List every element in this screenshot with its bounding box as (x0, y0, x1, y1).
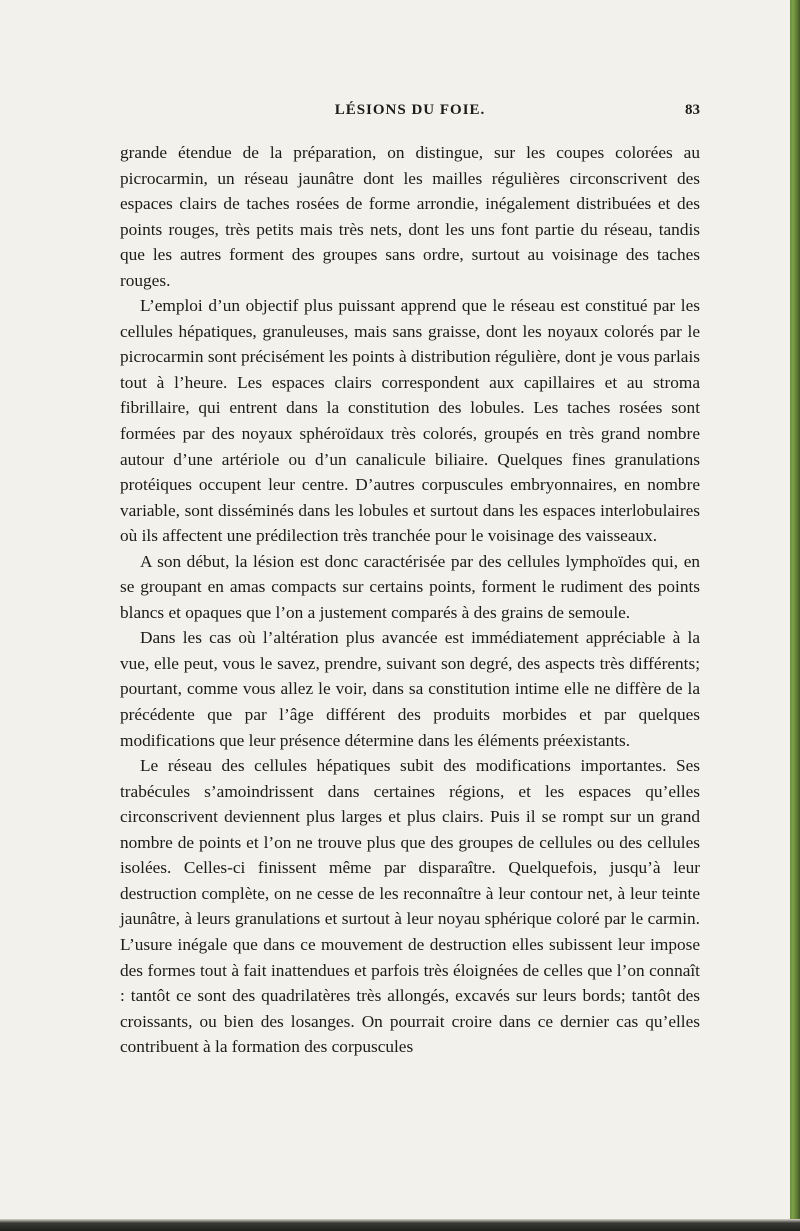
page-number: 83 (685, 102, 700, 118)
page-edge-right (790, 0, 800, 1231)
running-head (120, 102, 700, 126)
running-title: LÉSIONS DU FOIE. (334, 102, 486, 118)
paragraph-4: Dans les cas où l’altération plus avancée est immédiatement appréciable à la vue, elle peut, vous le savez, prendre, suivant son degré, des aspects très différents; pourtant, comme vous allez le voir, dans sa constitution intime elle ne diffère de la précédente que par l’âge différent des produits morbides et par quelques modifications que leur présence détermine dans les éléments préexistants. (120, 628, 700, 750)
paragraph-1: grande étendue de la préparation, on distingue, sur les coupes colorées au picrocarmin, un réseau jaunâtre dont les mailles régulières circonscrivent des espaces clairs de taches rosées de forme arrondie, inégalement distribuées et des points rouges, très petits mais très nets, dont les uns font partie du réseau, tandis que les autres forment des groupes sans ordre, surtout au voisinage des taches rouges. (120, 143, 700, 290)
page-edge-bottom (0, 1219, 800, 1231)
paragraph-3: A son début, la lésion est donc caractérisée par des cellules lymphoïdes qui, en se groupant en amas compacts sur certains points, forment le rudiment des points blancs et opaques que l’on a justement comparés à des grains de semoule. (120, 551, 700, 622)
body-text (120, 140, 700, 1060)
paragraph-5: Le réseau des cellules hépatiques subit des modifications importantes. Ses trabécules s’amoindrissent dans certaines régions, et les espaces qu’elles circonscrivent deviennent plus larges et plus clairs. Puis il se rompt sur un grand nombre de points et l’on ne trouve plus que des groupes de cellules ou des cellules isolées. Celles-ci finissent même par disparaître. Quelquefois, jusqu’à leur destruction complète, on ne cesse de les reconnaître à leur contour net, à leur teinte jaunâtre, à leurs granulations et surtout à leur noyau sphérique coloré par le carmin. L’usure inégale que dans ce mouvement de destruction elles subissent leur impose des formes tout à fait inattendues et parfois très éloignées de celles que l’on connaît : tantôt ce sont des quadrilatères très allongés, excavés sur leurs bords; tantôt des croissants, ou bien des losanges. On pourrait croire dans ce dernier cas qu’elles contribuent à la formation des corpuscules (120, 756, 700, 1057)
paragraph-2: L’emploi d’un objectif plus puissant apprend que le réseau est constitué par les cellules hépatiques, granuleuses, mais sans graisse, dont les noyaux colorés par le picrocarmin sont précisément les points à distribution régulière, dont je vous parlais tout à l’heure. Les espaces clairs correspondent aux capillaires et au stroma fibrillaire, qui entrent dans la constitution des lobules. Les taches rosées sont formées par des noyaux sphéroïdaux très colorés, groupés en très grand nombre autour d’une artériole ou d’un canalicule biliaire. Quelques fines granulations protéiques occupent leur centre. D’autres corpuscules embryonnaires, en nombre variable, sont disséminés dans les lobules et surtout dans les espaces interlobulaires où ils affectent une prédilection très tranchée pour le voisinage des vaisseaux. (120, 296, 700, 546)
